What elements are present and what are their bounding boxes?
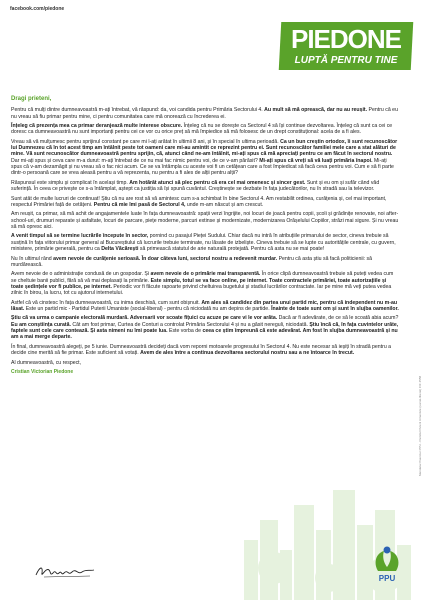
paragraph-text: Pentru că eu nu vreau să fiu primar pentru mine, ci pentru comunitatea care mă onorează cu încrederea ei. — [11, 107, 398, 120]
logo-name: PIEDONE — [290, 24, 402, 54]
paragraph-text: Este un partid mic - Partidul Puterii Umaniste (social-liberal) - pentru că niciodată nu am depins de partide. — [24, 306, 272, 312]
emphasized-text: A venit timpul să se termine lucrările începute în sector, — [11, 233, 149, 240]
emphasized-text: Înțeleg că prezența mea ca primar deranjează multe interese obscure. — [11, 123, 183, 130]
piedone-logo — [280, 22, 412, 70]
paragraph-text: Pentru că mulți dintre dumneavoastră m-ați întrebat, vă răspund: da, voi candida pentru Primăria Sectorului 4. — [11, 107, 265, 114]
emphasized-text: Am hotărât atunci să plec pentru că era cel mai omenesc și sincer gest. — [129, 179, 306, 186]
letter-paragraph — [11, 107, 399, 120]
handwritten-signature — [34, 563, 96, 581]
emphasized-text: Înainte de toate sunt om și sunt în slujba oamenilor. — [271, 306, 399, 312]
ppu-party-logo — [370, 545, 404, 585]
letter-paragraph — [11, 180, 399, 193]
emphasized-text: Au mult să mă oprească, dar nu au reușit. — [264, 107, 368, 114]
paragraph-text: Dacă ar fi adevărate, de ce să le scoată abia acum? — [277, 315, 399, 322]
facebook-url[interactable]: facebook.com/piedone — [10, 6, 65, 12]
emphasized-text: Delta Văcărești — [101, 246, 139, 253]
paragraph-text: Mi-ați spus că v-am dezamăgit și nu vreau să o fac nici acum. Ce se va întâmpla cu aceste voi fi un cetățean care a fost împiedicat să facă ceva pentru voi. Cum e să fi parte dintr-o persoană care se vrea aleasă pentru a vă reprezenta, nu pentru a fi ales de alții pentru alții? — [11, 157, 394, 177]
paragraph-text: În final, dumneavoastră alegeți, pe 5 iunie. Dumneavoastră decideți dacă vom reporni motoarele progresului în Sectorul 4. Nu este necesar să ieșiți în stradă pentru a decide cine merită să fie primar. Este suficient să votați. — [11, 343, 392, 357]
letter-paragraph — [11, 123, 399, 136]
emphasized-text: Eu am conștiința curată. — [11, 321, 71, 328]
emphasized-text: Avem de ales între a continua dezvoltarea sectorului nostru sau a ne întoarce în trecut. — [140, 350, 355, 357]
paragraph-text: Sunt și eu om și sufăr când văd suferință. În ceea ce privește ce s-a întâmplat, aștept ca justiția să își spună cuvântul. Creștinește se dezbate în fața judecătorilor, nu în stradă sau la televizor. — [11, 179, 380, 193]
paragraph-text: Căt am fost primar, Curtea de Conturi a controlat Primăria Sectorului 4 și nu a găsit nereguli, niciodată. — [70, 321, 310, 328]
paragraph-text: Vreau să vă mulțumesc pentru sprijinul constant pe care mi l-ați arătat în ultimii 8 ani, și în special în ultima perioadă. — [11, 138, 281, 145]
emphasized-text: Este simplu, totul se va face online, pe internet. Toate contractele primăriei, toate autorizațiile și toate ședințele vor fi publice, pe internet. — [11, 277, 387, 290]
paragraph-text: Dar mi-ați spus și ceva care m-a durut: m-ați întrebat de ce nu mai fac nimic pentru voi, de ce v-am părăsit? — [11, 157, 260, 164]
side-imprint-note — [414, 300, 422, 480]
paragraph-text: Răspunsul este simplu și complicat în același timp. — [11, 179, 130, 186]
paragraph-text: Înțeleg că nu se dorește ca Sectorul 4 să își continue dezvoltarea. Înțeleg că sunt ca cei ce doresc ca dumneavoastră nu sunt importanți pentru cei ce vor cu orice preț să mă împiedice să mă folosesc de un drept constituțional: acela de a fi ales. — [11, 123, 393, 136]
emphasized-text: Știu că va urma o campanie electorală murdară. Adversarii vor scoate fițuici cu acuze pe care vi le vor arăta. — [11, 315, 278, 322]
letter-paragraph — [11, 233, 399, 252]
paragraph-text: În orice clipă dumneavoastră trebuie să puteți vedea cum se cheltuie banii publici, fără să vă mai deplasați la primărie. — [11, 271, 394, 284]
letter-paragraphs — [11, 107, 399, 356]
letter-paragraph — [11, 300, 399, 313]
emphasized-text: Pentru că mie îmi pasă de Sectorul 4, — [93, 201, 186, 208]
letter-paragraph — [11, 315, 399, 340]
side-imprint-text: Mandatar financiar PPU - Partidul Puterii Umaniste (social-liberal) CIF 4558 — [418, 375, 422, 476]
ppu-emblem-icon — [370, 545, 404, 575]
letter-paragraph — [11, 344, 399, 357]
paragraph-text: Este vorba de — [167, 328, 203, 335]
paragraph-text: unde m-am născut și am crescut. — [185, 201, 264, 208]
paragraph-text: Pentru că asta știu să facă politicienii: să murdărească. — [11, 255, 372, 268]
letter-paragraph — [11, 211, 399, 230]
emphasized-text: Știu încă că, în fața cuvintelor urâte, faptele sunt cele care contează. Și asta nimeni nu îmi poate lua. — [11, 321, 399, 335]
letter-closing: Al dumneavoastră, cu respect, — [11, 359, 82, 366]
letter-paragraph — [11, 271, 399, 296]
letter-greeting: Dragi prieteni, — [11, 96, 52, 102]
paragraph-text: Astfel că vă cinstesc în fața dumneavoastră, cu inima deschisă, cum sunt obișnuit. — [11, 299, 202, 306]
emphasized-text: ceea ce știm împreună că este adevărat. Am fost în slujba dumneavoastră și nu am a mai merge departe. — [11, 328, 398, 341]
ppu-logo-text: PPU — [378, 574, 396, 583]
emphasized-text: avem nevoie de o primărie mai transparentă. — [150, 271, 261, 278]
emphasized-text: Ca un bun creștin ortodox, îi sunt recunoscător lui Dumnezeu că în tot acest timp am întâlnit peste tot oameni care mi-au amintit ce reprezint pentru ei. Sunt recunoscător familiei mele care a stat alături de mine. Vă sunt recunoscător dumneavoastră pentru sprijin, că, atunci când ne-am întâlnit, mi-ați spus că mă apreciați pentru ce am făcut în sectorul nostru. — [11, 138, 398, 158]
paragraph-text: Avem nevoie de o administrație condusă de un gospodar. Și — [11, 271, 151, 278]
emphasized-text: Am ales să candidez din partea unui partid mic, pentru că independent nu m-au lăsat. — [11, 299, 398, 312]
paragraph-text: să primească statutul de arie naturală protejată. Pentru că asta nu se mai poate! — [138, 246, 325, 253]
signature-name: Cristian Victorian Piedone — [11, 369, 74, 376]
letter-paragraph — [11, 256, 399, 269]
paragraph-text: Nu în ultimul rând — [11, 255, 54, 262]
paragraph-text: Am reușit, ca primar, să mă achit de angajamentele luate în fața dumneavoastră: spații verzi îngrijite, noi locuri de joacă pentru copii, școli și grădinițe renovate, noi after-school-uri, drumuri reparate și asfaltate, locuri de parcare, piețe moderne, parcuri extinse și modernizate, modernizarea Orășelului Copiilor, străzi mai sigure. Și nu vreau să mă opresc aici. — [11, 211, 399, 230]
letter-paragraph — [11, 196, 399, 209]
paragraph-text: Periodic vor fi făcute rapoarte privind cheltuirea bugetului și stadiul lucrărilor contractate. Iar pe mine mă veți putea vedea zilnic în birou, la lucru, tot cu ajutorul internetului. — [11, 283, 392, 297]
letter-body — [11, 96, 399, 379]
logo-slogan: LUPTĂ PENTRU TINE — [294, 55, 398, 66]
emphasized-text: Mi-ați spus că vreți să vă luați primăria înapoi. — [259, 157, 373, 164]
paragraph-text: Sunt atât de multe lucruri de continuat! Știu că nu are rost să vă amintesc cum s-a schimbat în bine Sectorul 4. Am restabilit ordinea, curățenia și, cel mai important, respectul Primăriei față de cetățeni. — [11, 195, 387, 208]
paragraph-text: pornind cu pasajul Pieței Sudului. Chiar dacă nu intră în atribuțiile primarului de sector, cineva trebuie să susțină în fața viitorului primar general al Bucureștiului că lucrurile trebuie terminate, nu lăsate de izbeliște. Cineva trebuie să se lupte cu autoritățile centrale, cu guvern, ministere, primărie generală, pentru ca — [11, 233, 396, 253]
letter-paragraph — [11, 139, 399, 177]
emphasized-text: avem nevoie de curățenie serioasă. În doar câteva luni, sectorul nostru a redevenit murdar. — [53, 255, 278, 262]
